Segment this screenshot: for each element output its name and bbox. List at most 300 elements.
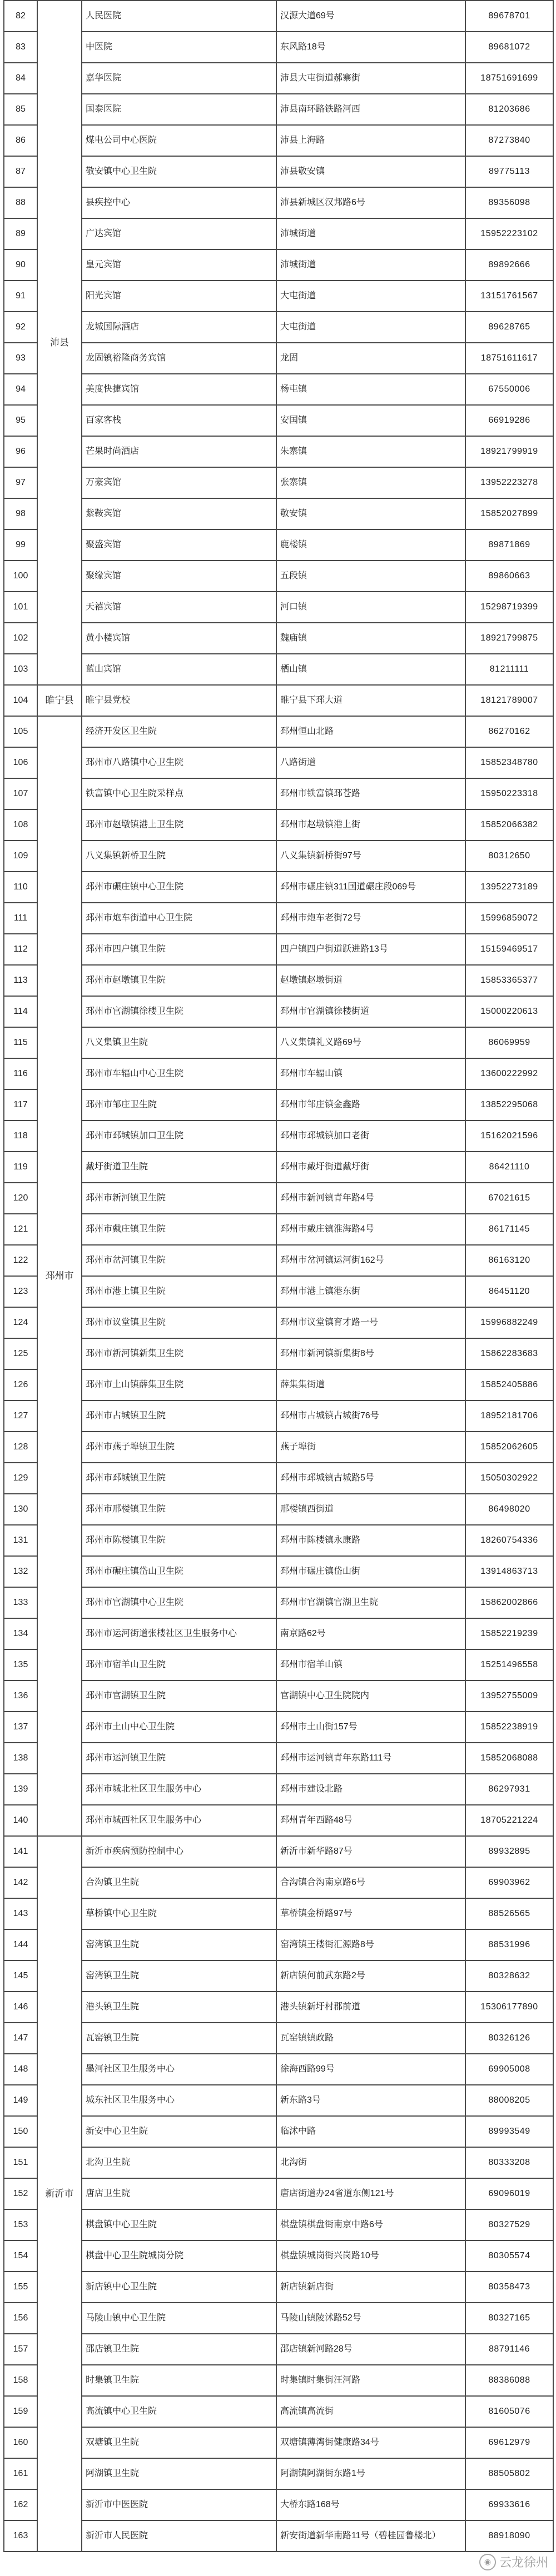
institution-name: 美度快捷宾馆 <box>82 374 276 405</box>
institution-name: 窑湾镇卫生院 <box>82 1929 276 1960</box>
institution-phone: 18751691699 <box>465 63 553 94</box>
institution-phone: 15852062605 <box>465 1432 553 1463</box>
institution-address: 高流镇高流街 <box>276 2396 465 2427</box>
document <box>3 0 553 2552</box>
institution-phone: 86171145 <box>465 1214 553 1245</box>
institution-address: 唐店街道办24省道东侧121号 <box>276 2178 465 2209</box>
table-row <box>4 809 553 841</box>
institution-address: 双塘镇薄湾街健康路34号 <box>276 2427 465 2458</box>
row-number: 126 <box>4 1369 37 1400</box>
institution-address: 魏庙镇 <box>276 623 465 654</box>
institution-name: 经济开发区卫生院 <box>82 716 276 747</box>
institution-address: 杨屯镇 <box>276 374 465 405</box>
institution-address: 官湖镇中心卫生院院内 <box>276 1680 465 1712</box>
institution-phone: 89681072 <box>465 32 553 63</box>
institution-address: 张寨镇 <box>276 467 465 498</box>
row-number: 112 <box>4 934 37 965</box>
institution-address: 临沭中路 <box>276 2116 465 2147</box>
institution-address: 大屯街道 <box>276 312 465 343</box>
institution-address: 鹿楼镇 <box>276 529 465 561</box>
institution-address: 大桥东路168号 <box>276 2489 465 2520</box>
row-number: 90 <box>4 249 37 281</box>
institution-address: 邳州市铁富镇邳苍路 <box>276 778 465 809</box>
table-row <box>4 1494 553 1525</box>
institution-phone: 86498020 <box>465 1494 553 1525</box>
table-row <box>4 2396 553 2427</box>
institution-name: 煤电公司中心医院 <box>82 125 276 156</box>
row-number: 154 <box>4 2240 37 2272</box>
institution-address: 河口镇 <box>276 592 465 623</box>
row-number: 104 <box>4 685 37 716</box>
table-row <box>4 1836 553 1867</box>
row-number: 116 <box>4 1058 37 1089</box>
table-row <box>4 1525 553 1556</box>
table-row <box>4 1680 553 1712</box>
row-number: 148 <box>4 2054 37 2085</box>
institution-address: 邵店镇新河路28号 <box>276 2334 465 2365</box>
institution-phone: 18921799875 <box>465 623 553 654</box>
row-number: 129 <box>4 1463 37 1494</box>
table-row <box>4 467 553 498</box>
institution-name: 邳州市运河街道张楼社区卫生服务中心 <box>82 1618 276 1649</box>
institution-name: 人民医院 <box>82 1 276 32</box>
table-row <box>4 1463 553 1494</box>
institution-phone: 87273840 <box>465 125 553 156</box>
table-row <box>4 623 553 654</box>
institution-name: 邳州市港上镇卫生院 <box>82 1276 276 1307</box>
row-number: 108 <box>4 809 37 841</box>
table-row <box>4 685 553 716</box>
table-row <box>4 2209 553 2240</box>
row-number: 89 <box>4 218 37 249</box>
institution-address: 南京路62号 <box>276 1618 465 1649</box>
institution-address: 棋盘镇城岗街兴岗路10号 <box>276 2240 465 2272</box>
institution-name: 蓝山宾馆 <box>82 654 276 685</box>
institution-address: 沛县上海路 <box>276 125 465 156</box>
row-number: 158 <box>4 2365 37 2396</box>
institution-phone: 88386088 <box>465 2365 553 2396</box>
institution-name: 草桥镇中心卫生院 <box>82 1898 276 1929</box>
table-row <box>4 1183 553 1214</box>
row-number: 136 <box>4 1680 37 1712</box>
institution-phone: 80327165 <box>465 2303 553 2334</box>
table-row <box>4 965 553 996</box>
institution-phone: 15950223318 <box>465 778 553 809</box>
table-row <box>4 1276 553 1307</box>
institution-address: 八义集镇礼义路69号 <box>276 1027 465 1058</box>
table-row <box>4 903 553 934</box>
row-number: 86 <box>4 125 37 156</box>
table-row <box>4 1152 553 1183</box>
table-row <box>4 996 553 1027</box>
institution-phone: 81605076 <box>465 2396 553 2427</box>
table-row <box>4 187 553 218</box>
institution-phone: 18952181706 <box>465 1400 553 1432</box>
table-row <box>4 2303 553 2334</box>
region-cell: 邳州市 <box>37 716 82 1836</box>
institution-address: 邳州市碾庄镇岱山街 <box>276 1556 465 1587</box>
institution-name: 睢宁县党校 <box>82 685 276 716</box>
institution-phone: 15853365377 <box>465 965 553 996</box>
institution-name: 邳州市邳城镇卫生院 <box>82 1463 276 1494</box>
institution-name: 县疾控中心 <box>82 187 276 218</box>
row-number: 122 <box>4 1245 37 1276</box>
row-number: 114 <box>4 996 37 1027</box>
institution-address: 邳州市碾庄镇311国道碾庄段069号 <box>276 872 465 903</box>
institution-name: 邳州市碾庄镇岱山卫生院 <box>82 1556 276 1587</box>
institution-address: 草桥镇金桥路97号 <box>276 1898 465 1929</box>
table-row <box>4 32 553 63</box>
institution-address: 窑湾镇王楼街汇源路8号 <box>276 1929 465 1960</box>
institution-address: 邢楼镇西街道 <box>276 1494 465 1525</box>
row-number: 118 <box>4 1121 37 1152</box>
institution-address: 瓦窑镇镇政路 <box>276 2023 465 2054</box>
table-row <box>4 1245 553 1276</box>
institution-address: 睢宁县下邳大道 <box>276 685 465 716</box>
table-row <box>4 529 553 561</box>
institution-name: 邳州市车辐山中心卫生院 <box>82 1058 276 1089</box>
institution-address: 八义集镇新桥街97号 <box>276 841 465 872</box>
row-number: 143 <box>4 1898 37 1929</box>
table-row <box>4 1307 553 1338</box>
table-row <box>4 1338 553 1369</box>
row-number: 110 <box>4 872 37 903</box>
table-row <box>4 2489 553 2520</box>
institution-name: 邳州市土山镇薛集卫生院 <box>82 1369 276 1400</box>
row-number: 115 <box>4 1027 37 1058</box>
institution-name: 敬安镇中心卫生院 <box>82 156 276 187</box>
institution-name: 邵店镇卫生院 <box>82 2334 276 2365</box>
institution-phone: 80326126 <box>465 2023 553 2054</box>
institution-name: 唐店卫生院 <box>82 2178 276 2209</box>
table-row <box>4 1 553 32</box>
institution-address: 大屯街道 <box>276 281 465 312</box>
row-number: 95 <box>4 405 37 436</box>
institution-name: 邳州市运河镇卫生院 <box>82 1743 276 1774</box>
table-row <box>4 1432 553 1463</box>
row-number: 134 <box>4 1618 37 1649</box>
institution-address: 邳州市邳城镇古城路5号 <box>276 1463 465 1494</box>
row-number: 94 <box>4 374 37 405</box>
institution-name: 墨河社区卫生服务中心 <box>82 2054 276 2085</box>
institution-name: 邳州市官湖镇徐楼卫生院 <box>82 996 276 1027</box>
institution-phone: 89892666 <box>465 249 553 281</box>
institution-phone: 15159469517 <box>465 934 553 965</box>
table-row <box>4 94 553 125</box>
institution-name: 邳州市宿羊山卫生院 <box>82 1649 276 1680</box>
institution-name: 新店镇中心卫生院 <box>82 2272 276 2303</box>
institution-name: 国泰医院 <box>82 94 276 125</box>
row-number: 91 <box>4 281 37 312</box>
row-number: 82 <box>4 1 37 32</box>
institution-address: 八路街道 <box>276 747 465 778</box>
institution-phone: 15862002866 <box>465 1587 553 1618</box>
institution-name: 邳州市新河镇卫生院 <box>82 1183 276 1214</box>
institution-address: 沛城街道 <box>276 218 465 249</box>
row-number: 162 <box>4 2489 37 2520</box>
row-number: 113 <box>4 965 37 996</box>
institution-phone: 88918090 <box>465 2520 553 2552</box>
row-number: 121 <box>4 1214 37 1245</box>
institution-address: 沛县大屯街道郝寨街 <box>276 63 465 94</box>
institution-name: 新沂市中医医院 <box>82 2489 276 2520</box>
institution-phone: 15852068088 <box>465 1743 553 1774</box>
institution-address: 邳州市官湖镇徐楼街道 <box>276 996 465 1027</box>
table-row <box>4 2147 553 2178</box>
table-row <box>4 156 553 187</box>
row-number: 132 <box>4 1556 37 1587</box>
institution-name: 棋盘镇中心卫生院 <box>82 2209 276 2240</box>
row-number: 137 <box>4 1712 37 1743</box>
table-row <box>4 1712 553 1743</box>
institution-phone: 86270162 <box>465 716 553 747</box>
row-number: 141 <box>4 1836 37 1867</box>
institution-address: 沛县新城区汉邦路6号 <box>276 187 465 218</box>
row-number: 87 <box>4 156 37 187</box>
row-number: 117 <box>4 1089 37 1121</box>
institution-phone: 86421110 <box>465 1152 553 1183</box>
table-row <box>4 1929 553 1960</box>
institution-name: 阳光宾馆 <box>82 281 276 312</box>
institution-phone: 69903962 <box>465 1867 553 1898</box>
institution-name: 广达宾馆 <box>82 218 276 249</box>
table-row <box>4 1587 553 1618</box>
row-number: 88 <box>4 187 37 218</box>
institution-phone: 80327529 <box>465 2209 553 2240</box>
table-row <box>4 2240 553 2272</box>
table-row <box>4 1649 553 1680</box>
institution-name: 聚盛宾馆 <box>82 529 276 561</box>
institution-name: 邳州市戴庄镇卫生院 <box>82 1214 276 1245</box>
institution-phone: 86163120 <box>465 1245 553 1276</box>
table-row <box>4 405 553 436</box>
table-row <box>4 1089 553 1121</box>
row-number: 123 <box>4 1276 37 1307</box>
institution-address: 龙固 <box>276 343 465 374</box>
row-number: 128 <box>4 1432 37 1463</box>
table-row <box>4 1898 553 1929</box>
institution-phone: 89775113 <box>465 156 553 187</box>
table-row <box>4 1992 553 2023</box>
table-row <box>4 498 553 529</box>
row-number: 131 <box>4 1525 37 1556</box>
institution-address: 邳州市建设北路 <box>276 1774 465 1805</box>
institution-phone: 15996882249 <box>465 1307 553 1338</box>
institution-address: 新沂市新华路87号 <box>276 1836 465 1867</box>
institution-address: 安国镇 <box>276 405 465 436</box>
institution-name: 时集镇卫生院 <box>82 2365 276 2396</box>
institution-address: 敬安镇 <box>276 498 465 529</box>
table-row <box>4 654 553 685</box>
table-row <box>4 218 553 249</box>
institution-name: 芒果时尚酒店 <box>82 436 276 467</box>
institution-phone: 80333208 <box>465 2147 553 2178</box>
row-number: 135 <box>4 1649 37 1680</box>
institution-phone: 15251496558 <box>465 1649 553 1680</box>
institution-address: 沛县南环路铁路河西 <box>276 94 465 125</box>
watermark-text: 云龙徐州 <box>499 2555 548 2569</box>
table-row <box>4 1805 553 1836</box>
institution-address: 邳州市运河镇青年东路111号 <box>276 1743 465 1774</box>
institution-name: 邳州市邹庄卫生院 <box>82 1089 276 1121</box>
institution-name: 邳州市城西社区卫生服务中心 <box>82 1805 276 1836</box>
institution-name: 新沂市人民医院 <box>82 2520 276 2552</box>
institution-phone: 89871869 <box>465 529 553 561</box>
institution-name: 邳州市赵墩镇卫生院 <box>82 965 276 996</box>
row-number: 100 <box>4 561 37 592</box>
table-row <box>4 1058 553 1089</box>
institution-phone: 80328632 <box>465 1960 553 1992</box>
table-row <box>4 2458 553 2489</box>
institution-name: 天禧宾馆 <box>82 592 276 623</box>
institution-address: 棋盘镇棋盘街南京中路6号 <box>276 2209 465 2240</box>
table-row <box>4 1369 553 1400</box>
institution-name: 棋盘中心卫生院城岗分院 <box>82 2240 276 2272</box>
institution-phone: 81203686 <box>465 94 553 125</box>
institution-phone: 80312650 <box>465 841 553 872</box>
institution-address: 新东路3号 <box>276 2085 465 2116</box>
institution-phone: 80358473 <box>465 2272 553 2303</box>
region-cell: 新沂市 <box>37 1836 82 2552</box>
institution-phone: 15996859072 <box>465 903 553 934</box>
institution-name: 高流镇中心卫生院 <box>82 2396 276 2427</box>
institution-phone: 18705221224 <box>465 1805 553 1836</box>
institution-address: 时集镇时集街汪河路 <box>276 2365 465 2396</box>
institution-phone: 88791146 <box>465 2334 553 2365</box>
institution-address: 新安街道新华南路11号（碧桂园鲁楼北） <box>276 2520 465 2552</box>
row-number: 124 <box>4 1307 37 1338</box>
institution-name: 嘉华医院 <box>82 63 276 94</box>
institution-name: 邳州市陈楼镇卫生院 <box>82 1525 276 1556</box>
region-cell: 沛县 <box>37 1 82 685</box>
institution-address: 沛城街道 <box>276 249 465 281</box>
institution-phone: 86069959 <box>465 1027 553 1058</box>
institution-address: 邳州市车辐山镇 <box>276 1058 465 1089</box>
institution-phone: 88505802 <box>465 2458 553 2489</box>
institution-address: 马陵山镇陵沭路52号 <box>276 2303 465 2334</box>
institution-address: 赵墩镇赵墩街道 <box>276 965 465 996</box>
institution-phone: 13151761567 <box>465 281 553 312</box>
row-number: 157 <box>4 2334 37 2365</box>
table-row <box>4 841 553 872</box>
row-number: 92 <box>4 312 37 343</box>
row-number: 139 <box>4 1774 37 1805</box>
watermark <box>479 2553 548 2570</box>
row-number: 111 <box>4 903 37 934</box>
table-row <box>4 2365 553 2396</box>
institution-name: 邳州市占城镇卫生院 <box>82 1400 276 1432</box>
institution-address: 邳州市赵墩镇港上街 <box>276 809 465 841</box>
institution-phone: 89993549 <box>465 2116 553 2147</box>
institution-address: 沛县敬安镇 <box>276 156 465 187</box>
table-row <box>4 436 553 467</box>
institution-address: 邳州市新河镇新集街8号 <box>276 1338 465 1369</box>
institution-name: 邳州市议堂镇卫生院 <box>82 1307 276 1338</box>
table-row <box>4 1774 553 1805</box>
table-row <box>4 2116 553 2147</box>
institution-address: 邳州市戴庄镇淮海路4号 <box>276 1214 465 1245</box>
table-row <box>4 343 553 374</box>
institution-address: 五段镇 <box>276 561 465 592</box>
table-row <box>4 312 553 343</box>
row-number: 146 <box>4 1992 37 2023</box>
institution-name: 邳州市官湖镇中心卫生院 <box>82 1587 276 1618</box>
table-row <box>4 249 553 281</box>
institution-address: 邳州市议堂镇育才路一号 <box>276 1307 465 1338</box>
institution-phone: 88526565 <box>465 1898 553 1929</box>
institution-phone: 15162021596 <box>465 1121 553 1152</box>
row-number: 152 <box>4 2178 37 2209</box>
institution-name: 新安中心卫生院 <box>82 2116 276 2147</box>
institution-address: 邳州市邳城镇加口老街 <box>276 1121 465 1152</box>
row-number: 156 <box>4 2303 37 2334</box>
row-number: 105 <box>4 716 37 747</box>
institution-address: 邳州市官湖镇官湖卫生院 <box>276 1587 465 1618</box>
table-row <box>4 934 553 965</box>
row-number: 96 <box>4 436 37 467</box>
table-row <box>4 63 553 94</box>
institution-address: 邳州市宿羊山镇 <box>276 1649 465 1680</box>
institution-table <box>3 0 554 2552</box>
table-row <box>4 1556 553 1587</box>
institution-name: 百家客栈 <box>82 405 276 436</box>
institution-phone: 15852238919 <box>465 1712 553 1743</box>
row-number: 149 <box>4 2085 37 2116</box>
institution-phone: 15852348780 <box>465 747 553 778</box>
institution-name: 聚缘宾馆 <box>82 561 276 592</box>
institution-name: 港头镇卫生院 <box>82 1992 276 2023</box>
row-number: 103 <box>4 654 37 685</box>
institution-phone: 88008205 <box>465 2085 553 2116</box>
table-row <box>4 716 553 747</box>
row-number: 101 <box>4 592 37 623</box>
institution-address: 汉源大道69号 <box>276 1 465 32</box>
table-row <box>4 125 553 156</box>
institution-phone: 15862283683 <box>465 1338 553 1369</box>
row-number: 138 <box>4 1743 37 1774</box>
institution-address: 邳州市土山街157号 <box>276 1712 465 1743</box>
row-number: 98 <box>4 498 37 529</box>
institution-phone: 69905008 <box>465 2054 553 2085</box>
institution-name: 邳州市官湖镇卫生院 <box>82 1680 276 1712</box>
institution-address: 邳州市港上镇港东街 <box>276 1276 465 1307</box>
row-number: 147 <box>4 2023 37 2054</box>
row-number: 159 <box>4 2396 37 2427</box>
table-row <box>4 2272 553 2303</box>
institution-address: 东风路18号 <box>276 32 465 63</box>
table-row <box>4 2085 553 2116</box>
table-row <box>4 2520 553 2552</box>
row-number: 133 <box>4 1587 37 1618</box>
institution-phone: 15000220613 <box>465 996 553 1027</box>
institution-name: 万豪宾馆 <box>82 467 276 498</box>
table-row <box>4 778 553 809</box>
institution-name: 合沟镇卫生院 <box>82 1867 276 1898</box>
row-number: 85 <box>4 94 37 125</box>
institution-phone: 15852405886 <box>465 1369 553 1400</box>
institution-phone: 15852066382 <box>465 809 553 841</box>
row-number: 125 <box>4 1338 37 1369</box>
institution-name: 北沟卫生院 <box>82 2147 276 2178</box>
institution-name: 邳州市赵墩镇港上卫生院 <box>82 809 276 841</box>
institution-address: 新店镇何前武东路2号 <box>276 1960 465 1992</box>
institution-phone: 69933616 <box>465 2489 553 2520</box>
institution-phone: 81211111 <box>465 654 553 685</box>
institution-phone: 18260754336 <box>465 1525 553 1556</box>
institution-address: 北沟街 <box>276 2147 465 2178</box>
institution-phone: 13952755009 <box>465 1680 553 1712</box>
institution-phone: 13852295068 <box>465 1089 553 1121</box>
